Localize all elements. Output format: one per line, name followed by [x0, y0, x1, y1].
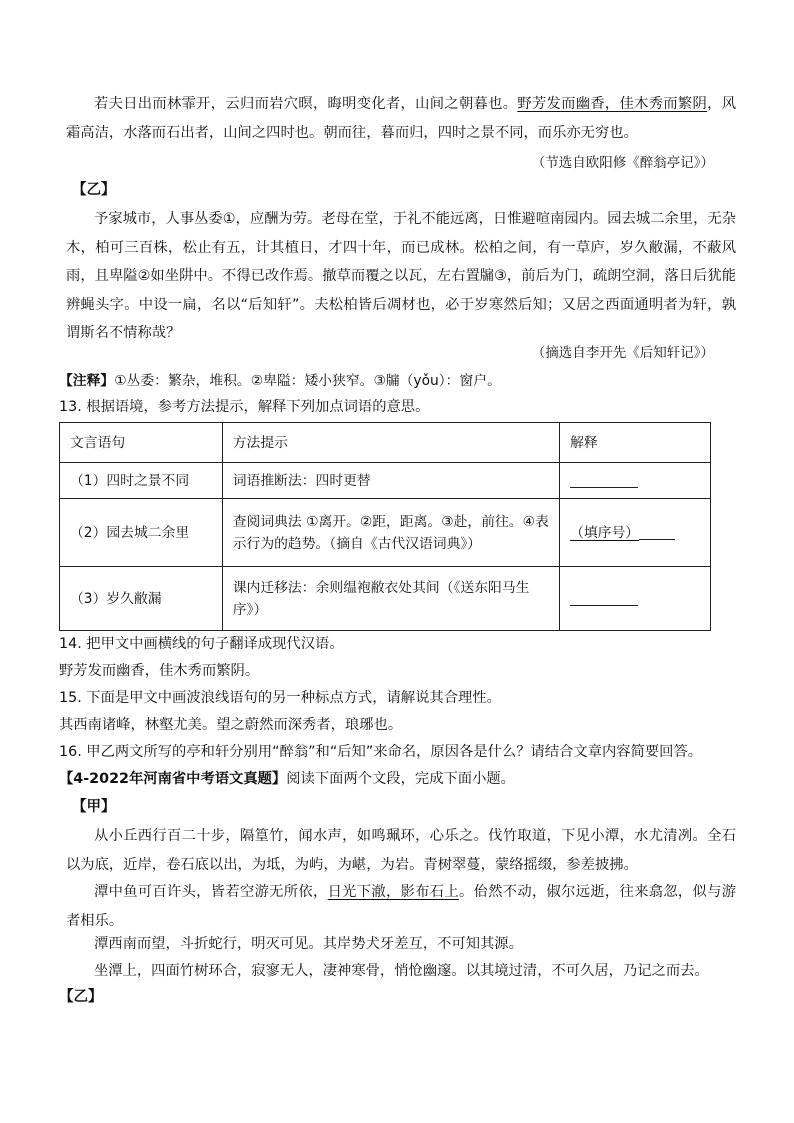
answer-blank[interactable] — [639, 525, 675, 540]
table-header-row — [60, 423, 711, 463]
answer-blank[interactable] — [570, 591, 638, 606]
table-header-cell: 方法提示 — [222, 423, 559, 463]
section-label-yi: 【乙】 — [72, 182, 116, 198]
question-14-sentence: 野芳发而幽香，佳木秀而繁阴。 — [59, 663, 260, 679]
table-row — [60, 567, 711, 631]
text-run: 若夫日出而林霏开，云归而岩穴暝，晦明变化者，山间之朝暮也。 — [94, 96, 518, 112]
passage-jia-paragraph — [66, 90, 736, 147]
section-label-jia: 【甲】 — [72, 799, 116, 815]
question-13: 13. 根据语境，参考方法提示，解释下列加点词语的意思。 — [59, 399, 430, 415]
question-16: 16. 甲乙两文所写的亭和轩分别用“醉翁”和“后知”来命名，原因各是什么？请结合文章内容简要回答。 — [59, 744, 703, 760]
table-row — [60, 463, 711, 499]
sentence-cell: （1）四时之景不同 — [60, 463, 223, 499]
question-14: 14. 把甲文中画横线的句子翻译成现代汉语。 — [59, 636, 344, 652]
passage-a-paragraph-1: 从小丘西行百二十步，隔篁竹，闻水声，如鸣珮环，心乐之。伐竹取道，下见小潭，水尤清冽。全石以为底，近岸，卷石底以出，为坻，为屿，为嵁，为岩。青树翠蔓，蒙络摇缀，参差披拂。 — [66, 828, 736, 873]
section-4-instruction: 阅读下面两个文段，完成下面小题。 — [286, 771, 515, 787]
table-header-cell: 文言语句 — [60, 423, 223, 463]
method-cell: 查阅词典法 ①离开。②距，距离。③赴，前往。④表示行为的趋势。（摘自《古代汉语词典》） — [222, 499, 559, 567]
source-citation: （摘选自李开先《后知轩记》） — [531, 345, 714, 361]
passage-a-paragraph-3: 潭西南而望，斗折蛇行，明灭可见。其岸势犬牙差互，不可知其源。 — [94, 936, 523, 952]
answer-hint: （填序号） — [570, 524, 640, 541]
sentence-cell: （3）岁久敝漏 — [60, 567, 223, 631]
underlined-sentence: 野芳发而幽香，佳木秀而繁阴 — [517, 96, 708, 112]
passage-a-paragraph-2 — [66, 878, 736, 935]
notes-text: ①丛委：繁杂，堆积。②卑隘：矮小狭窄。③牖（yǒu）：窗户。 — [114, 373, 501, 389]
source-citation: （节选自欧阳修《醉翁亭记》） — [531, 155, 714, 171]
passage-a-paragraph-4: 坐潭上，四面竹树环合，寂寥无人，凄神寒骨，悄怆幽邃。以其境过清，不可久居，乃记之而去。 — [94, 963, 709, 979]
section-label-yi: 【乙】 — [59, 989, 103, 1005]
annotation-notes — [59, 369, 501, 389]
question-15: 15. 下面是甲文中画波浪线语句的另一种标点方式，请解说其合理性。 — [59, 690, 501, 706]
answer-cell — [560, 567, 711, 631]
table-header-cell: 解释 — [560, 423, 711, 463]
method-table — [59, 422, 711, 631]
notes-label: 【注释】 — [59, 373, 115, 389]
answer-blank[interactable] — [570, 473, 638, 488]
underlined-sentence: 日光下澈，影布石上 — [327, 884, 459, 900]
table-row — [60, 499, 711, 567]
method-cell: 课内迁移法：余则缊袍敝衣处其间（《送东阳马生序》） — [222, 567, 559, 631]
method-cell: 词语推断法：四时更替 — [222, 463, 559, 499]
text-run: 潭中鱼可百许头，皆若空游无所依， — [94, 884, 328, 900]
answer-cell — [560, 499, 711, 567]
passage-yi-paragraph: 予家城市，人事丛委①，应酬为劳。老母在堂，于礼不能远离，日惟避喧南园内。园去城二余里，无杂木，柏可三百株，松止有五，计其植日，才四十年，而已成林。松柏之间，有一草庐，岁久敝漏，不蔽风雨，且卑隘②如坐阱中。不得已改作焉。撤草而覆之以瓦，左右置牖③，前后为门，疏朗空洞，落日后犹能辨蝇头字。中设一扁，名以“后知轩”。夫松柏皆后凋材也，必于岁寒然后知；又居之西面通明者为轩，孰谓斯名不情称哉？ — [66, 211, 736, 341]
answer-cell — [560, 463, 711, 499]
sentence-cell: （2）园去城二余里 — [60, 499, 223, 567]
text-run: 。佁然不动，俶尔远逝，往来翕忽，似与游者相乐。 — [66, 884, 737, 929]
section-4-heading — [59, 768, 515, 788]
text-run: ，风霜高洁，水落而石出者，山间之四时也。朝而往，暮而归，四时之景不同，而乐亦无穷也。 — [66, 96, 737, 141]
section-4-label: 【4-2022年河南省中考语文真题】 — [59, 771, 287, 787]
question-15-sentence: 其西南诸峰，林壑尤美。望之蔚然而深秀者，琅琊也。 — [59, 717, 403, 733]
